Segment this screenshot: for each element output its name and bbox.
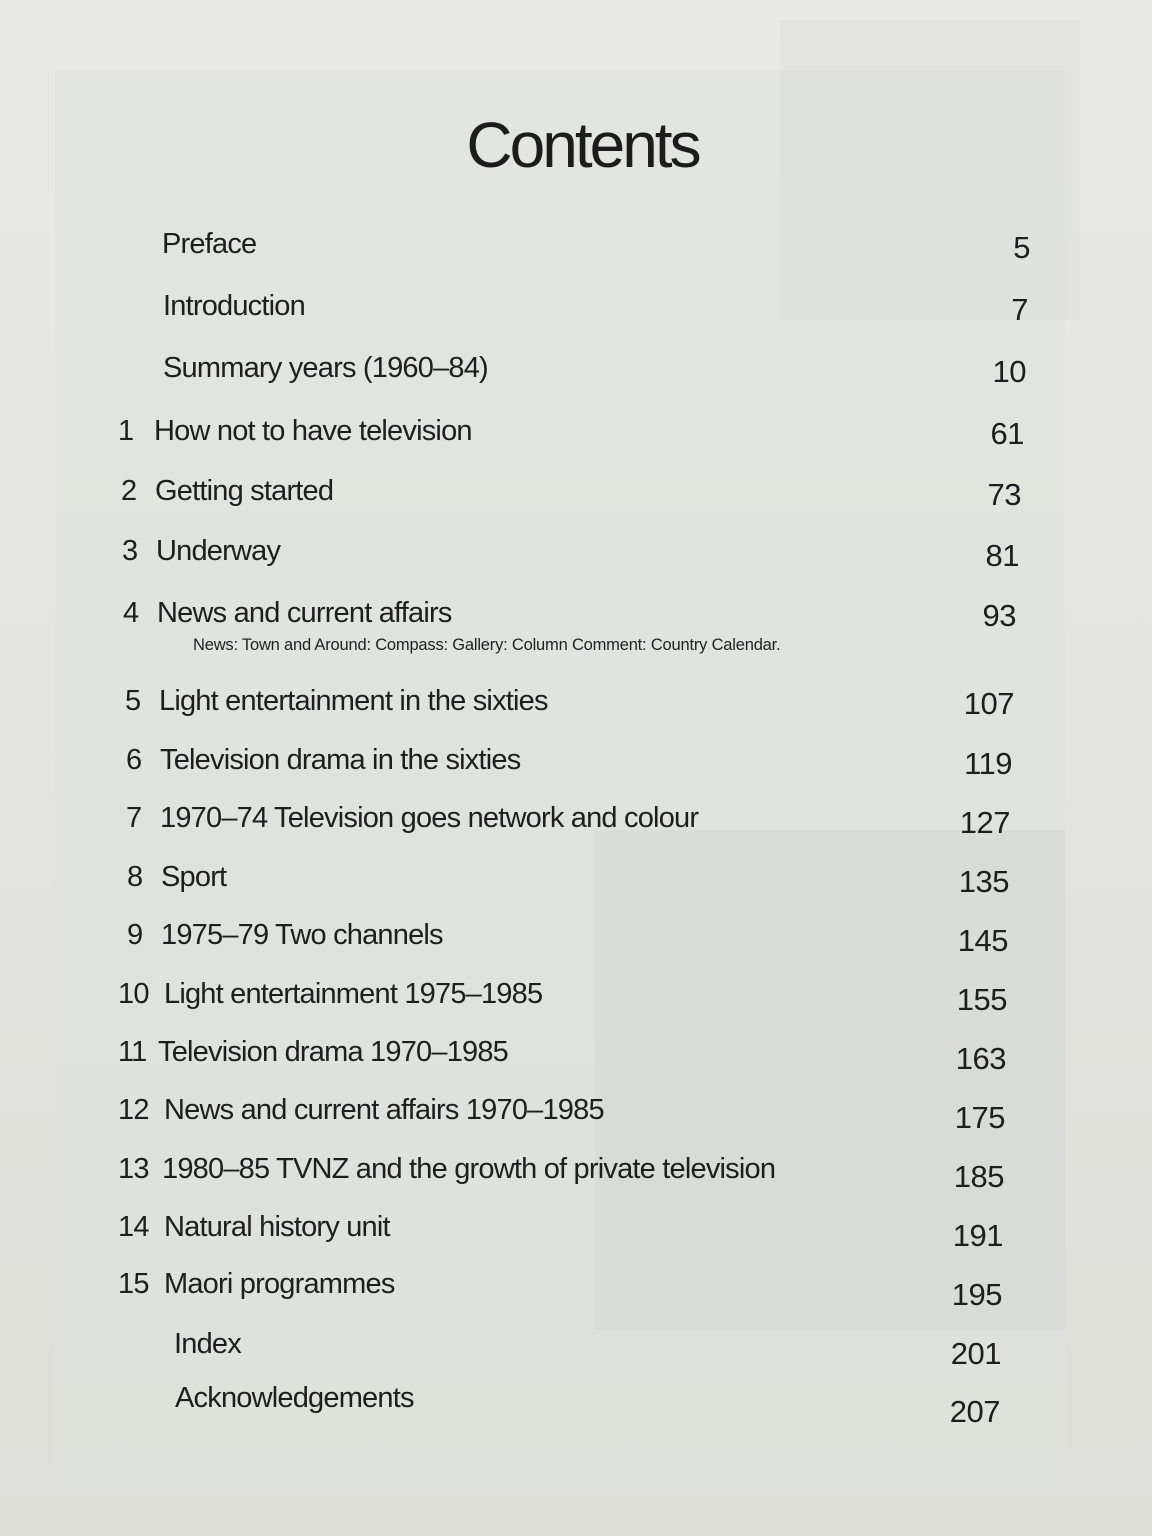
chapter-number: 6 xyxy=(126,744,142,776)
page-number: 81 xyxy=(985,538,1019,573)
entry-title: Introduction xyxy=(163,290,305,322)
page-number: 10 xyxy=(992,354,1026,389)
entry-title: Television drama 1970–1985 xyxy=(158,1036,509,1068)
entry-title: Sport xyxy=(161,861,227,893)
entry-title: Index xyxy=(174,1328,241,1360)
toc-entry-chapter-1 xyxy=(118,415,472,459)
page-number: 155 xyxy=(956,982,1007,1017)
toc-entry-index xyxy=(164,1328,241,1372)
page-number: 107 xyxy=(963,686,1014,721)
chapter-number: 13 xyxy=(118,1153,149,1185)
entry-title: Underway xyxy=(156,535,281,567)
toc-entry-chapter-15 xyxy=(118,1268,395,1312)
page-number: 73 xyxy=(987,477,1021,512)
toc-entry-chapter-12 xyxy=(118,1094,604,1138)
page-number: 119 xyxy=(964,746,1012,781)
toc-entry-chapter-10 xyxy=(118,978,542,1022)
page-number: 201 xyxy=(950,1336,1001,1371)
toc-entry-chapter-14 xyxy=(118,1211,390,1255)
entry-title: 1975–79 Two channels xyxy=(161,919,443,951)
chapter-number: 15 xyxy=(118,1268,149,1300)
chapter-number: 4 xyxy=(123,597,139,629)
entry-title: How not to have television xyxy=(154,415,472,447)
toc-entry-introduction xyxy=(153,290,305,334)
chapter-number: 14 xyxy=(118,1211,149,1243)
toc-entry-chapter-5 xyxy=(125,685,548,729)
entry-title: Preface xyxy=(162,228,257,260)
entry-title: Maori programmes xyxy=(164,1268,395,1300)
entry-title: Light entertainment 1975–1985 xyxy=(164,978,543,1010)
page-number: 93 xyxy=(982,598,1016,633)
toc-entry-chapter-8 xyxy=(127,861,226,905)
entry-title: Natural history unit xyxy=(164,1211,390,1243)
page-number: 175 xyxy=(954,1100,1005,1135)
page-number: 61 xyxy=(990,416,1024,451)
toc-entry-chapter-3 xyxy=(122,535,280,579)
toc-entry-chapter-7 xyxy=(126,802,698,846)
toc-entry-chapter-9 xyxy=(127,919,443,963)
entry-title: Summary years (1960–84) xyxy=(163,352,488,384)
toc-entry-chapter-11 xyxy=(118,1036,508,1080)
page-number: 195 xyxy=(951,1277,1002,1312)
chapter-number: 3 xyxy=(122,535,138,567)
page-number: 5 xyxy=(1013,230,1030,265)
entry-title: Acknowledgements xyxy=(175,1382,414,1414)
chapter-number: 7 xyxy=(126,802,142,834)
page-number: 135 xyxy=(958,864,1009,899)
chapter-number: 12 xyxy=(118,1094,149,1126)
page-number: 191 xyxy=(952,1218,1003,1253)
page-number: 145 xyxy=(957,923,1008,958)
chapter-number: 2 xyxy=(121,475,137,507)
chapter-number: 1 xyxy=(118,415,134,447)
toc-entry-chapter-13 xyxy=(118,1153,775,1197)
page-number: 127 xyxy=(959,805,1010,840)
page-title: Contents xyxy=(466,109,699,181)
entry-title: 1970–74 Television goes network and colour xyxy=(160,802,699,834)
toc-entry-chapter-4 xyxy=(123,597,452,641)
entry-title: Light entertainment in the sixties xyxy=(159,685,548,717)
toc-entry-preface xyxy=(152,228,256,272)
chapter-number: 11 xyxy=(118,1036,147,1068)
toc-entry-acknowledgements xyxy=(165,1382,414,1426)
page-number: 163 xyxy=(955,1041,1006,1076)
toc-entry-chapter-6 xyxy=(126,744,520,788)
entry-title: 1980–85 TVNZ and the growth of private television xyxy=(162,1153,776,1185)
chapter-number: 5 xyxy=(125,685,141,717)
page-number: 7 xyxy=(1011,292,1028,327)
page-number: 207 xyxy=(949,1394,1000,1429)
entry-title: News and current affairs 1970–1985 xyxy=(164,1094,604,1126)
page-number: 185 xyxy=(953,1159,1004,1194)
chapter-number: 10 xyxy=(118,978,149,1010)
chapter-subtitle: News: Town and Around: Compass: Gallery: Column Comment: Country Calendar. xyxy=(193,636,781,654)
entry-title: Getting started xyxy=(155,475,334,507)
toc-entry-summary-years xyxy=(153,352,488,396)
chapter-number: 8 xyxy=(127,861,143,893)
entry-title: News and current affairs xyxy=(157,597,452,629)
toc-entry-chapter-2 xyxy=(121,475,333,519)
chapter-number: 9 xyxy=(127,919,143,951)
entry-title: Television drama in the sixties xyxy=(160,744,521,776)
